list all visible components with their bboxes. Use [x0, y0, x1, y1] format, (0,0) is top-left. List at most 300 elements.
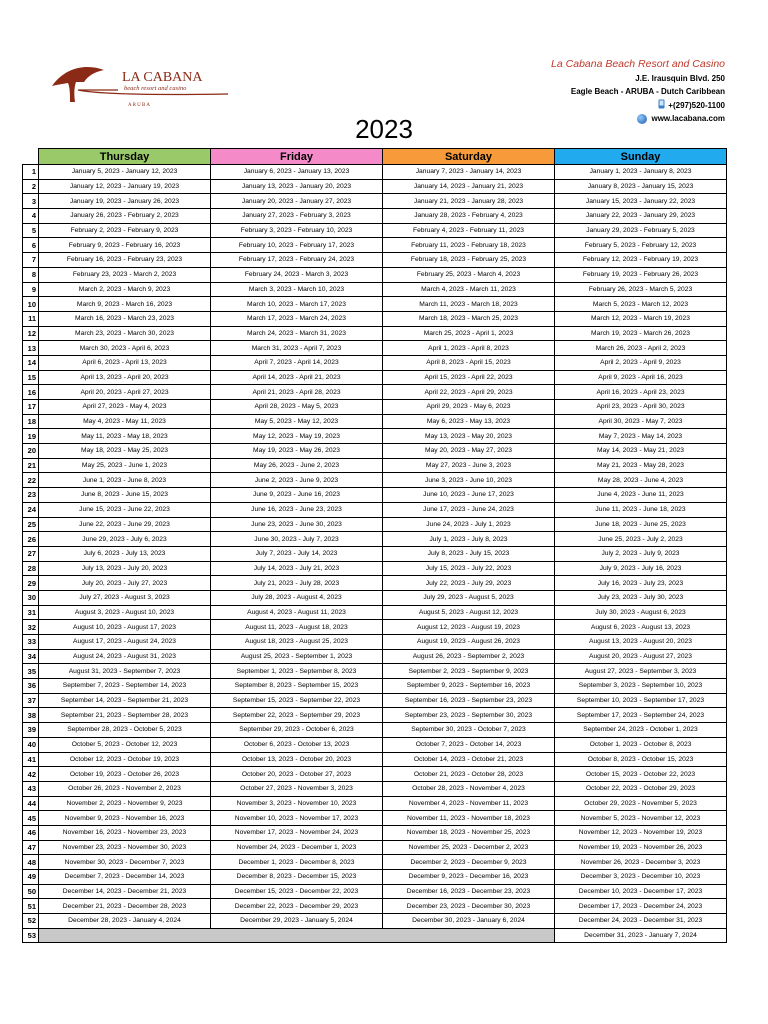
week-number: 51 [23, 899, 39, 914]
table-row [23, 326, 727, 341]
table-row [23, 723, 727, 738]
cell-sunday: August 27, 2023 - September 3, 2023 [555, 664, 727, 679]
week-number: 17 [23, 400, 39, 415]
cell-friday: May 12, 2023 - May 19, 2023 [211, 429, 383, 444]
cell-saturday: December 16, 2023 - December 23, 2023 [383, 884, 555, 899]
cell-sunday: August 13, 2023 - August 20, 2023 [555, 635, 727, 650]
cell-thursday: November 2, 2023 - November 9, 2023 [39, 796, 211, 811]
cell-saturday: May 6, 2023 - May 13, 2023 [383, 414, 555, 429]
cell-thursday: May 25, 2023 - June 1, 2023 [39, 458, 211, 473]
cell-saturday: July 22, 2023 - July 29, 2023 [383, 576, 555, 591]
week-number: 39 [23, 723, 39, 738]
cell-thursday: August 24, 2023 - August 31, 2023 [39, 649, 211, 664]
table-row [23, 341, 727, 356]
cell-sunday: October 15, 2023 - October 22, 2023 [555, 767, 727, 782]
empty-cell [39, 928, 555, 943]
week-number: 32 [23, 620, 39, 635]
cell-friday: June 23, 2023 - June 30, 2023 [211, 517, 383, 532]
cell-thursday: August 17, 2023 - August 24, 2023 [39, 635, 211, 650]
cell-friday: October 6, 2023 - October 13, 2023 [211, 737, 383, 752]
cell-thursday: March 30, 2023 - April 6, 2023 [39, 341, 211, 356]
cell-sunday: October 29, 2023 - November 5, 2023 [555, 796, 727, 811]
cell-thursday: February 9, 2023 - February 16, 2023 [39, 238, 211, 253]
cell-thursday: July 27, 2023 - August 3, 2023 [39, 590, 211, 605]
cell-sunday: December 24, 2023 - December 31, 2023 [555, 914, 727, 929]
cell-thursday: September 28, 2023 - October 5, 2023 [39, 723, 211, 738]
cell-thursday: March 23, 2023 - March 30, 2023 [39, 326, 211, 341]
cell-sunday: April 30, 2023 - May 7, 2023 [555, 414, 727, 429]
week-number: 18 [23, 414, 39, 429]
cell-sunday: July 16, 2023 - July 23, 2023 [555, 576, 727, 591]
cell-friday: November 24, 2023 - December 1, 2023 [211, 840, 383, 855]
resort-phone-row [551, 99, 725, 113]
week-number: 10 [23, 297, 39, 312]
week-number: 44 [23, 796, 39, 811]
week-number: 6 [23, 238, 39, 253]
cell-thursday: November 9, 2023 - November 16, 2023 [39, 811, 211, 826]
week-number: 40 [23, 737, 39, 752]
table-row [23, 194, 727, 209]
cell-friday: January 20, 2023 - January 27, 2023 [211, 194, 383, 209]
cell-thursday: August 3, 2023 - August 10, 2023 [39, 605, 211, 620]
cell-friday: August 4, 2023 - August 11, 2023 [211, 605, 383, 620]
week-number: 46 [23, 825, 39, 840]
table-row [23, 502, 727, 517]
cell-thursday: November 23, 2023 - November 30, 2023 [39, 840, 211, 855]
cell-friday: December 1, 2023 - December 8, 2023 [211, 855, 383, 870]
cell-thursday: May 11, 2023 - May 18, 2023 [39, 429, 211, 444]
cell-sunday: January 29, 2023 - February 5, 2023 [555, 223, 727, 238]
week-number: 49 [23, 870, 39, 885]
cell-saturday: August 12, 2023 - August 19, 2023 [383, 620, 555, 635]
week-number: 29 [23, 576, 39, 591]
cell-thursday: January 19, 2023 - January 26, 2023 [39, 194, 211, 209]
table-row [23, 370, 727, 385]
week-number: 5 [23, 223, 39, 238]
cell-thursday: December 28, 2023 - January 4, 2024 [39, 914, 211, 929]
cell-saturday: July 1, 2023 - July 8, 2023 [383, 532, 555, 547]
table-row [23, 297, 727, 312]
cell-thursday: April 13, 2023 - April 20, 2023 [39, 370, 211, 385]
cell-thursday: December 7, 2023 - December 14, 2023 [39, 870, 211, 885]
cell-sunday: June 25, 2023 - July 2, 2023 [555, 532, 727, 547]
cell-sunday: July 2, 2023 - July 9, 2023 [555, 546, 727, 561]
cell-thursday: April 20, 2023 - April 27, 2023 [39, 385, 211, 400]
cell-thursday: June 29, 2023 - July 6, 2023 [39, 532, 211, 547]
cell-sunday: March 12, 2023 - March 19, 2023 [555, 311, 727, 326]
cell-saturday: July 8, 2023 - July 15, 2023 [383, 546, 555, 561]
cell-thursday: May 18, 2023 - May 25, 2023 [39, 444, 211, 459]
cell-saturday: November 18, 2023 - November 25, 2023 [383, 825, 555, 840]
cell-sunday: February 19, 2023 - February 26, 2023 [555, 267, 727, 282]
week-number: 30 [23, 590, 39, 605]
cell-friday: September 22, 2023 - September 29, 2023 [211, 708, 383, 723]
week-number: 42 [23, 767, 39, 782]
week-number: 19 [23, 429, 39, 444]
cell-friday: June 16, 2023 - June 23, 2023 [211, 502, 383, 517]
week-number: 28 [23, 561, 39, 576]
cell-saturday: September 30, 2023 - October 7, 2023 [383, 723, 555, 738]
cell-sunday: May 28, 2023 - June 4, 2023 [555, 473, 727, 488]
cell-saturday: October 7, 2023 - October 14, 2023 [383, 737, 555, 752]
cell-friday: September 15, 2023 - September 22, 2023 [211, 693, 383, 708]
table-row [23, 400, 727, 415]
palapa-hut-icon [48, 60, 238, 110]
cell-saturday: March 18, 2023 - March 25, 2023 [383, 311, 555, 326]
cell-sunday: March 5, 2023 - March 12, 2023 [555, 297, 727, 312]
cell-thursday: November 16, 2023 - November 23, 2023 [39, 825, 211, 840]
cell-friday: March 17, 2023 - March 24, 2023 [211, 311, 383, 326]
table-row [23, 458, 727, 473]
week-number: 4 [23, 209, 39, 224]
cell-sunday: July 30, 2023 - August 6, 2023 [555, 605, 727, 620]
resort-phone: +(297)520-1100 [668, 100, 725, 110]
logo-country: A R U B A [128, 103, 150, 108]
cell-sunday: October 8, 2023 - October 15, 2023 [555, 752, 727, 767]
cell-thursday: March 9, 2023 - March 16, 2023 [39, 297, 211, 312]
week-number: 9 [23, 282, 39, 297]
cell-saturday: February 25, 2023 - March 4, 2023 [383, 267, 555, 282]
cell-sunday: November 19, 2023 - November 26, 2023 [555, 840, 727, 855]
cell-sunday: December 17, 2023 - December 24, 2023 [555, 899, 727, 914]
cell-friday: June 30, 2023 - July 7, 2023 [211, 532, 383, 547]
cell-sunday: March 19, 2023 - March 26, 2023 [555, 326, 727, 341]
column-header-friday: Friday [211, 149, 383, 165]
cell-saturday: April 15, 2023 - April 22, 2023 [383, 370, 555, 385]
cell-sunday: May 14, 2023 - May 21, 2023 [555, 444, 727, 459]
table-row [23, 870, 727, 885]
cell-saturday: May 20, 2023 - May 27, 2023 [383, 444, 555, 459]
cell-friday: October 20, 2023 - October 27, 2023 [211, 767, 383, 782]
cell-sunday: January 22, 2023 - January 29, 2023 [555, 209, 727, 224]
cell-thursday: March 16, 2023 - March 23, 2023 [39, 311, 211, 326]
cell-thursday: June 8, 2023 - June 15, 2023 [39, 488, 211, 503]
cell-sunday: October 22, 2023 - October 29, 2023 [555, 781, 727, 796]
cell-sunday: January 8, 2023 - January 15, 2023 [555, 179, 727, 194]
table-row [23, 473, 727, 488]
cell-friday: August 25, 2023 - September 1, 2023 [211, 649, 383, 664]
cell-saturday: January 14, 2023 - January 21, 2023 [383, 179, 555, 194]
cell-friday: September 29, 2023 - October 6, 2023 [211, 723, 383, 738]
cell-saturday: June 10, 2023 - June 17, 2023 [383, 488, 555, 503]
resort-logo [48, 60, 238, 110]
cell-saturday: September 2, 2023 - September 9, 2023 [383, 664, 555, 679]
table-row [23, 590, 727, 605]
cell-sunday: February 5, 2023 - February 12, 2023 [555, 238, 727, 253]
cell-thursday: August 31, 2023 - September 7, 2023 [39, 664, 211, 679]
table-row [23, 781, 727, 796]
cell-thursday: January 26, 2023 - February 2, 2023 [39, 209, 211, 224]
cell-thursday: February 16, 2023 - February 23, 2023 [39, 253, 211, 268]
cell-saturday: April 8, 2023 - April 15, 2023 [383, 355, 555, 370]
week-number: 22 [23, 473, 39, 488]
cell-saturday: April 22, 2023 - April 29, 2023 [383, 385, 555, 400]
week-number: 37 [23, 693, 39, 708]
table-row [23, 767, 727, 782]
cell-saturday: November 25, 2023 - December 2, 2023 [383, 840, 555, 855]
resort-location: Eagle Beach - ARUBA - Dutch Caribbean [570, 87, 725, 96]
week-number: 34 [23, 649, 39, 664]
table-row [23, 561, 727, 576]
cell-sunday: April 16, 2023 - April 23, 2023 [555, 385, 727, 400]
cell-friday: January 6, 2023 - January 13, 2023 [211, 165, 383, 180]
cell-sunday: November 5, 2023 - November 12, 2023 [555, 811, 727, 826]
cell-sunday: April 2, 2023 - April 9, 2023 [555, 355, 727, 370]
cell-saturday: March 25, 2023 - April 1, 2023 [383, 326, 555, 341]
week-number: 13 [23, 341, 39, 356]
cell-sunday: September 10, 2023 - September 17, 2023 [555, 693, 727, 708]
cell-thursday: May 4, 2023 - May 11, 2023 [39, 414, 211, 429]
week-number: 20 [23, 444, 39, 459]
week-number: 2 [23, 179, 39, 194]
cell-thursday: April 27, 2023 - May 4, 2023 [39, 400, 211, 415]
resort-website[interactable]: www.lacabana.com [651, 114, 725, 123]
cell-saturday: December 2, 2023 - December 9, 2023 [383, 855, 555, 870]
cell-saturday: June 17, 2023 - June 24, 2023 [383, 502, 555, 517]
week-number: 25 [23, 517, 39, 532]
column-header-thursday: Thursday [39, 149, 211, 165]
cell-sunday: April 9, 2023 - April 16, 2023 [555, 370, 727, 385]
week-number: 16 [23, 385, 39, 400]
week-header [23, 149, 39, 165]
table-row [23, 546, 727, 561]
table-row [23, 825, 727, 840]
cell-thursday: November 30, 2023 - December 7, 2023 [39, 855, 211, 870]
table-row [23, 855, 727, 870]
cell-thursday: October 19, 2023 - October 26, 2023 [39, 767, 211, 782]
cell-sunday: September 3, 2023 - September 10, 2023 [555, 679, 727, 694]
cell-thursday: December 14, 2023 - December 21, 2023 [39, 884, 211, 899]
header-row [23, 149, 727, 165]
table-row [23, 737, 727, 752]
cell-thursday: June 1, 2023 - June 8, 2023 [39, 473, 211, 488]
cell-saturday: October 21, 2023 - October 28, 2023 [383, 767, 555, 782]
cell-saturday: December 30, 2023 - January 6, 2024 [383, 914, 555, 929]
table-row [23, 223, 727, 238]
cell-saturday: January 7, 2023 - January 14, 2023 [383, 165, 555, 180]
page-title: 2023 [355, 114, 413, 144]
cell-sunday: March 26, 2023 - April 2, 2023 [555, 341, 727, 356]
week-number: 41 [23, 752, 39, 767]
week-number: 36 [23, 679, 39, 694]
cell-thursday: March 2, 2023 - March 9, 2023 [39, 282, 211, 297]
cell-friday: February 24, 2023 - March 3, 2023 [211, 267, 383, 282]
week-number: 7 [23, 253, 39, 268]
cell-friday: November 10, 2023 - November 17, 2023 [211, 811, 383, 826]
table-row [23, 488, 727, 503]
table-row [23, 928, 727, 943]
cell-thursday: April 6, 2023 - April 13, 2023 [39, 355, 211, 370]
cell-sunday: November 26, 2023 - December 3, 2023 [555, 855, 727, 870]
resort-address: J.E. Irausquin Blvd. 250 [635, 73, 725, 83]
cell-sunday: May 7, 2023 - May 14, 2023 [555, 429, 727, 444]
cell-friday: May 19, 2023 - May 26, 2023 [211, 444, 383, 459]
cell-saturday: December 9, 2023 - December 16, 2023 [383, 870, 555, 885]
week-number: 53 [23, 928, 39, 943]
cell-thursday: October 5, 2023 - October 12, 2023 [39, 737, 211, 752]
cell-saturday: October 28, 2023 - November 4, 2023 [383, 781, 555, 796]
week-number: 24 [23, 502, 39, 517]
logo-subtitle: beach resort and casino [124, 85, 187, 92]
cell-sunday: October 1, 2023 - October 8, 2023 [555, 737, 727, 752]
cell-friday: January 13, 2023 - January 20, 2023 [211, 179, 383, 194]
cell-friday: June 9, 2023 - June 16, 2023 [211, 488, 383, 503]
cell-thursday: October 12, 2023 - October 19, 2023 [39, 752, 211, 767]
table-row [23, 605, 727, 620]
table-row [23, 796, 727, 811]
cell-friday: May 26, 2023 - June 2, 2023 [211, 458, 383, 473]
table-row [23, 752, 727, 767]
week-number: 23 [23, 488, 39, 503]
cell-friday: May 5, 2023 - May 12, 2023 [211, 414, 383, 429]
cell-sunday: June 11, 2023 - June 18, 2023 [555, 502, 727, 517]
cell-saturday: August 5, 2023 - August 12, 2023 [383, 605, 555, 620]
table-row [23, 209, 727, 224]
column-header-saturday: Saturday [383, 149, 555, 165]
cell-friday: August 18, 2023 - August 25, 2023 [211, 635, 383, 650]
cell-saturday: October 14, 2023 - October 21, 2023 [383, 752, 555, 767]
table-row [23, 429, 727, 444]
cell-friday: February 17, 2023 - February 24, 2023 [211, 253, 383, 268]
week-number: 1 [23, 165, 39, 180]
week-number: 52 [23, 914, 39, 929]
cell-saturday: February 4, 2023 - February 11, 2023 [383, 223, 555, 238]
cell-saturday: May 27, 2023 - June 3, 2023 [383, 458, 555, 473]
table-row [23, 253, 727, 268]
cell-saturday: September 23, 2023 - September 30, 2023 [383, 708, 555, 723]
cell-friday: December 15, 2023 - December 22, 2023 [211, 884, 383, 899]
week-number: 35 [23, 664, 39, 679]
table-row [23, 811, 727, 826]
cell-sunday: June 18, 2023 - June 25, 2023 [555, 517, 727, 532]
cell-saturday: January 21, 2023 - January 28, 2023 [383, 194, 555, 209]
week-number: 11 [23, 311, 39, 326]
cell-thursday: September 21, 2023 - September 28, 2023 [39, 708, 211, 723]
cell-friday: September 1, 2023 - September 8, 2023 [211, 664, 383, 679]
week-number: 33 [23, 635, 39, 650]
table-row [23, 635, 727, 650]
cell-friday: July 14, 2023 - July 21, 2023 [211, 561, 383, 576]
table-row [23, 899, 727, 914]
cell-friday: July 28, 2023 - August 4, 2023 [211, 590, 383, 605]
cell-thursday: June 22, 2023 - June 29, 2023 [39, 517, 211, 532]
cell-friday: December 22, 2023 - December 29, 2023 [211, 899, 383, 914]
table-row [23, 444, 727, 459]
cell-thursday: June 15, 2023 - June 22, 2023 [39, 502, 211, 517]
cell-saturday: June 3, 2023 - June 10, 2023 [383, 473, 555, 488]
cell-thursday: January 12, 2023 - January 19, 2023 [39, 179, 211, 194]
cell-saturday: December 23, 2023 - December 30, 2023 [383, 899, 555, 914]
table-row [23, 238, 727, 253]
cell-friday: April 14, 2023 - April 21, 2023 [211, 370, 383, 385]
table-row [23, 179, 727, 194]
logo-text: LA CABANA [122, 70, 203, 85]
cell-sunday: December 10, 2023 - December 17, 2023 [555, 884, 727, 899]
week-number: 47 [23, 840, 39, 855]
cell-saturday: August 26, 2023 - September 2, 2023 [383, 649, 555, 664]
cell-saturday: April 29, 2023 - May 6, 2023 [383, 400, 555, 415]
cell-thursday: September 7, 2023 - September 14, 2023 [39, 679, 211, 694]
cell-friday: April 7, 2023 - April 14, 2023 [211, 355, 383, 370]
table-row [23, 385, 727, 400]
cell-saturday: August 19, 2023 - August 26, 2023 [383, 635, 555, 650]
week-number: 31 [23, 605, 39, 620]
week-number: 21 [23, 458, 39, 473]
table-row [23, 914, 727, 929]
cell-friday: March 24, 2023 - March 31, 2023 [211, 326, 383, 341]
cell-sunday: September 17, 2023 - September 24, 2023 [555, 708, 727, 723]
cell-friday: October 27, 2023 - November 3, 2023 [211, 781, 383, 796]
cell-friday: February 3, 2023 - February 10, 2023 [211, 223, 383, 238]
table-row [23, 620, 727, 635]
cell-sunday: January 15, 2023 - January 22, 2023 [555, 194, 727, 209]
week-number: 50 [23, 884, 39, 899]
cell-saturday: February 11, 2023 - February 18, 2023 [383, 238, 555, 253]
cell-saturday: July 29, 2023 - August 5, 2023 [383, 590, 555, 605]
cell-sunday: December 3, 2023 - December 10, 2023 [555, 870, 727, 885]
week-number: 43 [23, 781, 39, 796]
table-row [23, 576, 727, 591]
cell-saturday: May 13, 2023 - May 20, 2023 [383, 429, 555, 444]
cell-friday: March 31, 2023 - April 7, 2023 [211, 341, 383, 356]
table-row [23, 679, 727, 694]
cell-thursday: October 26, 2023 - November 2, 2023 [39, 781, 211, 796]
cell-friday: October 13, 2023 - October 20, 2023 [211, 752, 383, 767]
cell-saturday: June 24, 2023 - July 1, 2023 [383, 517, 555, 532]
week-number: 26 [23, 532, 39, 547]
cell-sunday: July 23, 2023 - July 30, 2023 [555, 590, 727, 605]
week-number: 48 [23, 855, 39, 870]
table-row [23, 884, 727, 899]
week-number: 38 [23, 708, 39, 723]
cell-friday: April 21, 2023 - April 28, 2023 [211, 385, 383, 400]
cell-friday: December 29, 2023 - January 5, 2024 [211, 914, 383, 929]
cell-thursday: February 2, 2023 - February 9, 2023 [39, 223, 211, 238]
cell-saturday: September 9, 2023 - September 16, 2023 [383, 679, 555, 694]
cell-thursday: September 14, 2023 - September 21, 2023 [39, 693, 211, 708]
cell-thursday: December 21, 2023 - December 28, 2023 [39, 899, 211, 914]
table-row [23, 517, 727, 532]
cell-friday: August 11, 2023 - August 18, 2023 [211, 620, 383, 635]
cell-friday: September 8, 2023 - September 15, 2023 [211, 679, 383, 694]
cell-sunday: August 6, 2023 - August 13, 2023 [555, 620, 727, 635]
cell-sunday: February 12, 2023 - February 19, 2023 [555, 253, 727, 268]
table-row [23, 840, 727, 855]
cell-friday: July 21, 2023 - July 28, 2023 [211, 576, 383, 591]
table-row [23, 649, 727, 664]
week-number: 45 [23, 811, 39, 826]
cell-thursday: August 10, 2023 - August 17, 2023 [39, 620, 211, 635]
cell-thursday: July 13, 2023 - July 20, 2023 [39, 561, 211, 576]
cell-friday: July 7, 2023 - July 14, 2023 [211, 546, 383, 561]
cell-saturday: March 11, 2023 - March 18, 2023 [383, 297, 555, 312]
week-number: 8 [23, 267, 39, 282]
table-row [23, 282, 727, 297]
cell-saturday: March 4, 2023 - March 11, 2023 [383, 282, 555, 297]
cell-saturday: September 16, 2023 - September 23, 2023 [383, 693, 555, 708]
cell-friday: March 10, 2023 - March 17, 2023 [211, 297, 383, 312]
cell-thursday: February 23, 2023 - March 2, 2023 [39, 267, 211, 282]
table-row [23, 664, 727, 679]
cell-friday: June 2, 2023 - June 9, 2023 [211, 473, 383, 488]
week-number: 14 [23, 355, 39, 370]
cell-sunday: May 21, 2023 - May 28, 2023 [555, 458, 727, 473]
week-number: 27 [23, 546, 39, 561]
table-row [23, 267, 727, 282]
cell-sunday: September 24, 2023 - October 1, 2023 [555, 723, 727, 738]
week-number: 12 [23, 326, 39, 341]
cell-sunday: February 26, 2023 - March 5, 2023 [555, 282, 727, 297]
